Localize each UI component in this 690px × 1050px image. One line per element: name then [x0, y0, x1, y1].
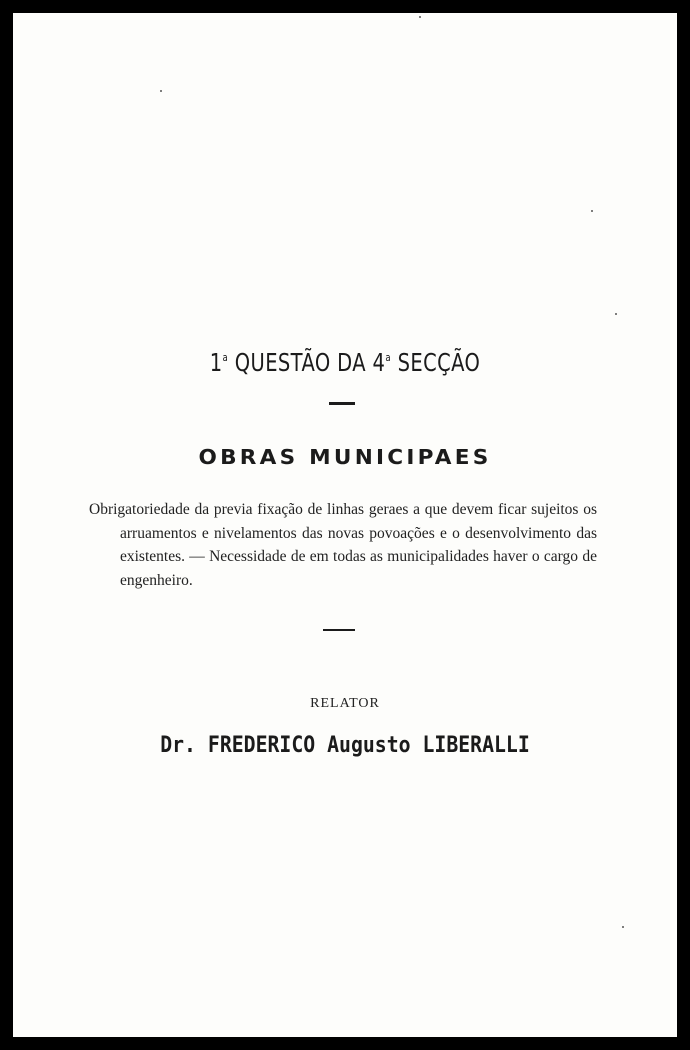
page-speck	[591, 210, 593, 212]
heading-text-mid: QUESTÃO DA 4	[228, 348, 386, 377]
heading-mid-sup: a	[385, 351, 392, 364]
document-page	[13, 13, 677, 1037]
page-speck	[160, 90, 162, 92]
author-name: Dr. FREDERICO Augusto LIBERALLI	[160, 733, 530, 758]
page-speck	[622, 926, 624, 928]
section-title: OBRAS MUNICIPAES	[198, 445, 492, 469]
heading-number-sup: a	[222, 351, 229, 364]
page-speck	[419, 16, 421, 18]
section-divider	[323, 629, 355, 631]
heading-divider	[329, 402, 355, 405]
description-paragraph	[89, 498, 597, 592]
relator-label: RELATOR	[310, 696, 380, 711]
heading-text-end: SECÇÃO	[391, 348, 481, 377]
question-heading	[86, 348, 604, 377]
description-text: Obrigatoriedade da previa fixação de linhas geraes a que devem ficar sujeitos os arruamentos e nivelamentos das novas povoações e o desenvolvimento das existentes. — Necessidade de em todas as municipalidades haver o cargo de engenheiro.	[89, 501, 597, 589]
page-speck	[615, 313, 617, 315]
heading-number: 1	[209, 348, 223, 377]
